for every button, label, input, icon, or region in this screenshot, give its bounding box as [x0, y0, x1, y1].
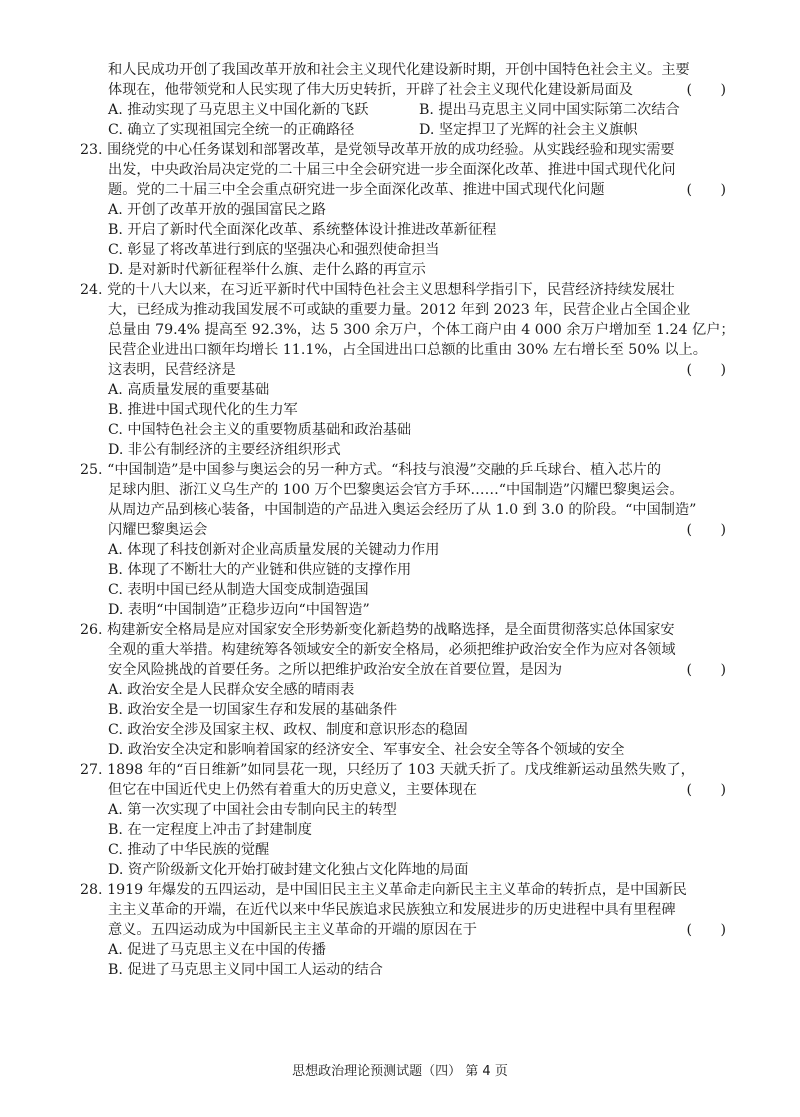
question-line: 民营企业进出口额年均增长 11.1%，占全国进出口总额的比重由 30% 左右增长至 50% 以上。	[108, 342, 707, 358]
question-block	[80, 620, 730, 760]
question-line: 安全风险挑战的首要任务。之所以把维护政治安全放在首要位置，是因为 ( )	[80, 660, 730, 680]
answer-parenthesis: ( )	[686, 782, 726, 798]
option: C. 确立了实现祖国完全统一的正确路径	[108, 122, 355, 138]
question-line: 但它在中国近代史上仍然有着重大的历史意义，主要体现在 ( )	[80, 780, 730, 800]
option: D. 非公有制经济的主要经济组织形式	[108, 442, 341, 458]
question-line: 25. “中国制造”是中国参与奥运会的另一种方式。“科技与浪漫”交融的乒乓球台、植入芯片的	[80, 462, 662, 478]
option: A. 政治安全是人民群众安全感的晴雨表	[108, 682, 355, 698]
option: C. 政治安全涉及国家主权、政权、制度和意识形态的稳固	[108, 722, 468, 738]
answer-parenthesis: ( )	[686, 522, 726, 538]
option: A. 开创了改革开放的强国富民之路	[108, 202, 326, 218]
answer-parenthesis: ( )	[686, 362, 726, 378]
question-block	[80, 880, 730, 980]
page-footer: 思想政治理论预测试题（四） 第 4 页	[292, 1064, 508, 1079]
question-line: 题。党的二十届三中全会重点研究进一步全面深化改革、推进中国式现代化问题 ( )	[80, 180, 730, 200]
question-line: 体现在，他带领党和人民实现了伟大历史转折，开辟了社会主义现代化建设新局面及 ( )	[80, 80, 730, 100]
option: B. 在一定程度上冲击了封建制度	[108, 822, 312, 838]
option: D. 表明“中国制造”正稳步迈向“中国智造”	[108, 602, 370, 618]
option: A. 推动实现了马克思主义中国化新的飞跃	[108, 102, 369, 118]
answer-parenthesis: ( )	[686, 182, 726, 198]
question-22-tail	[80, 60, 730, 140]
option: B. 开启了新时代全面深化改革、系统整体设计推进改革新征程	[108, 222, 497, 238]
question-line: 出发，中央政治局决定党的二十届三中全会研究进一步全面深化改革、推进中国式现代化问	[108, 162, 676, 178]
question-block	[80, 460, 730, 620]
option: B. 体现了不断壮大的产业链和供应链的支撑作用	[108, 562, 412, 578]
option: A. 第一次实现了中国社会由专制向民主的转型	[108, 802, 397, 818]
option: B. 促进了马克思主义同中国工人运动的结合	[108, 962, 383, 978]
option: A. 促进了马克思主义在中国的传播	[108, 942, 326, 958]
question-line: 总量由 79.4% 提高至 92.3%，达 5 300 余万户，个体工商户由 4 000 余万户增加至 1.24 亿户；	[108, 322, 735, 338]
question-list	[80, 140, 735, 980]
answer-parenthesis: ( )	[686, 662, 726, 678]
question-line: 闪耀巴黎奥运会 ( )	[80, 520, 730, 540]
option: C. 表明中国已经从制造大国变成制造强国	[108, 582, 369, 598]
option: D. 政治安全决定和影响着国家的经济安全、军事安全、社会安全等各个领域的安全	[108, 742, 625, 758]
option: D. 资产阶级新文化开始打破封建文化独占文化阵地的局面	[108, 862, 469, 878]
question-line: 主主义革命的开端，在近代以来中华民族追求民族独立和发展进步的历史进程中具有里程碑	[108, 902, 676, 918]
answer-parenthesis: ( )	[686, 922, 726, 938]
question-line: 和人民成功开创了我国改革开放和社会主义现代化建设新时期，开创中国特色社会主义。主要	[108, 62, 690, 78]
option: C. 推动了中华民族的觉醒	[108, 842, 270, 858]
question-line: 23. 围绕党的中心任务谋划和部署改革，是党领导改革开放的成功经验。从实践经验和现实需要	[80, 142, 675, 158]
question-line: 24. 党的十八大以来，在习近平新时代中国特色社会主义思想科学指引下，民营经济持续发展壮	[80, 282, 675, 298]
question-line: 这表明，民营经济是 ( )	[80, 360, 730, 380]
question-line: 28. 1919 年爆发的五四运动，是中国旧民主主义革命走向新民主主义革命的转折点，是中国新民	[80, 882, 687, 898]
option: C. 中国特色社会主义的重要物质基础和政治基础	[108, 422, 412, 438]
question-block	[80, 280, 735, 460]
option: B. 提出马克思主义同中国实际第二次结合	[419, 102, 680, 118]
option: B. 政治安全是一切国家生存和发展的基础条件	[108, 702, 398, 718]
question-block	[80, 140, 730, 280]
question-line: 全观的重大举措。构建统筹各领域安全的新安全格局，必须把维护政治安全作为应对各领域	[108, 642, 676, 658]
question-line: 足球内胆、浙江义乌生产的 100 万个巴黎奥运会官方手环……“中国制造”闪耀巴黎奥运会。	[108, 482, 684, 498]
question-line: 27. 1898 年的“百日维新”如同昙花一现，只经历了 103 天就夭折了。戊戌维新运动虽然失败了，	[80, 762, 695, 778]
question-line: 从周边产品到核心装备，中国制造的产品进入奥运会经历了从 1.0 到 3.0 的阶段。“中国制造”	[108, 502, 697, 518]
question-line: 大，已经成为推动我国发展不可或缺的重要力量。2012 年到 2023 年，民营企业占全国企业	[108, 302, 691, 318]
option: D. 坚定捍卫了光辉的社会主义旗帜	[419, 122, 638, 138]
option: C. 彰显了将改革进行到底的坚强决心和强烈使命担当	[108, 242, 440, 258]
option: D. 是对新时代新征程举什么旗、走什么路的再宣示	[108, 262, 426, 278]
question-line: 意义。五四运动成为中国新民主主义革命的开端的原因在于 ( )	[80, 920, 730, 940]
questions-area	[80, 60, 735, 980]
option: A. 体现了科技创新对企业高质量发展的关键动力作用	[108, 542, 440, 558]
option-row	[80, 120, 730, 140]
question-block	[80, 760, 730, 880]
answer-parenthesis: ( )	[686, 82, 726, 98]
option: B. 推进中国式现代化的生力军	[108, 402, 298, 418]
option: A. 高质量发展的重要基础	[108, 382, 270, 398]
option-row	[80, 100, 730, 120]
question-line: 26. 构建新安全格局是应对国家安全形势新变化新趋势的战略选择，是全面贯彻落实总体国家安	[80, 622, 675, 638]
